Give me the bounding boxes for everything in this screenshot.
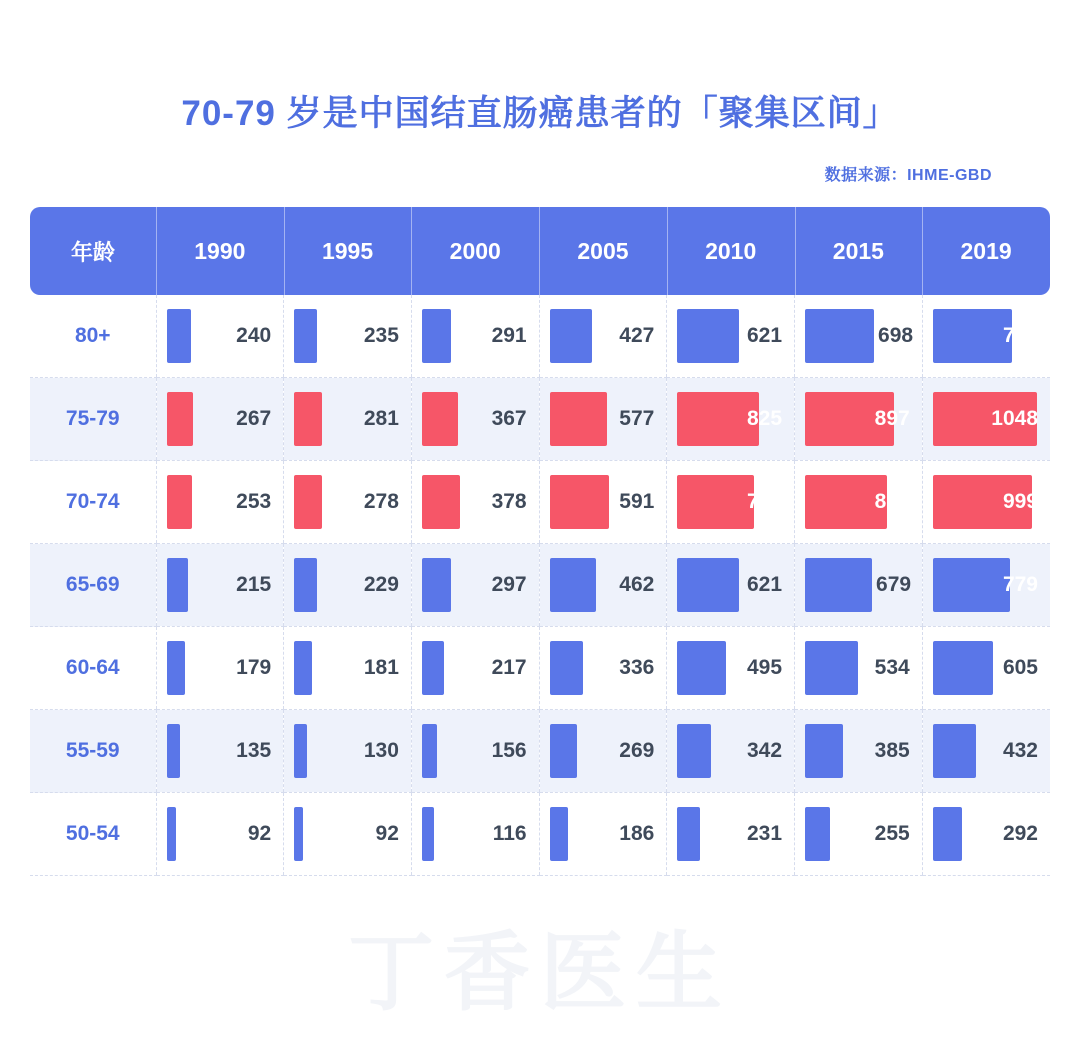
bar-value-label: 229	[363, 573, 399, 596]
bar	[805, 641, 858, 695]
bar-value-label: 92	[247, 822, 272, 845]
column-header-1995: 1995	[284, 207, 412, 295]
table-cell	[539, 544, 667, 627]
column-header-2015: 2015	[795, 207, 923, 295]
table-cell	[156, 793, 284, 876]
bar	[294, 392, 322, 446]
data-table	[30, 207, 1050, 876]
bar	[167, 724, 180, 778]
bar-value-label: 135	[236, 739, 272, 762]
bar-value-label: 92	[375, 822, 399, 845]
table-header-row	[30, 207, 1050, 295]
bar-value-label: 130	[363, 739, 399, 762]
page-root	[0, 86, 1080, 876]
column-header-2005: 2005	[539, 207, 667, 295]
column-header-2000: 2000	[411, 207, 539, 295]
row-header-age: 65-69	[30, 544, 156, 627]
bar-value-label: 255	[874, 822, 910, 845]
table-row	[30, 544, 1050, 627]
table-cell	[922, 627, 1050, 710]
bar-value-label: 779	[1002, 573, 1038, 596]
bar	[294, 309, 317, 363]
table-cell	[795, 544, 923, 627]
data-source-label: 数据来源：IHME-GBD	[824, 167, 992, 184]
table-cell	[667, 378, 795, 461]
table-cell	[539, 461, 667, 544]
bar-value-label: 278	[363, 490, 399, 513]
table-cell	[922, 378, 1050, 461]
table-cell	[539, 793, 667, 876]
bar-value-label: 495	[746, 656, 783, 679]
table-cell	[156, 461, 284, 544]
bar	[933, 641, 993, 695]
row-header-age: 75-79	[30, 378, 156, 461]
bar-value-label: 771	[746, 490, 783, 513]
table-cell	[539, 378, 667, 461]
table-cell	[795, 710, 923, 793]
table-cell	[284, 710, 412, 793]
table-cell	[284, 793, 412, 876]
bar-value-label: 297	[491, 573, 527, 596]
table-cell	[156, 627, 284, 710]
bar	[677, 309, 739, 363]
table-cell	[667, 710, 795, 793]
table-cell	[795, 378, 923, 461]
table-cell	[411, 378, 539, 461]
table-cell	[795, 461, 923, 544]
bar	[294, 558, 317, 612]
bar-value-label: 825	[746, 407, 783, 430]
column-header-2010: 2010	[667, 207, 795, 295]
bar-value-label: 1048	[991, 407, 1038, 430]
table-cell	[411, 710, 539, 793]
bar	[294, 641, 312, 695]
table-cell	[284, 627, 412, 710]
table-cell	[667, 295, 795, 378]
bar	[422, 392, 458, 446]
bar	[294, 475, 322, 529]
table-cell	[284, 378, 412, 461]
table-row	[30, 627, 1050, 710]
bar	[294, 724, 307, 778]
bar-value-label: 181	[363, 656, 399, 679]
table-cell	[284, 461, 412, 544]
table-header	[30, 207, 1050, 295]
bar-value-label: 591	[619, 490, 655, 513]
bar-value-label: 240	[236, 324, 272, 347]
bar-value-label: 217	[491, 656, 527, 679]
bar	[167, 475, 192, 529]
table-cell	[156, 295, 284, 378]
bar-value-label: 186	[619, 822, 655, 845]
table-cell	[411, 461, 539, 544]
table-cell	[795, 295, 923, 378]
bar	[933, 724, 976, 778]
bar	[422, 641, 444, 695]
bar	[677, 724, 711, 778]
bar	[805, 558, 872, 612]
table-cell	[156, 378, 284, 461]
bar-value-label: 621	[746, 324, 783, 347]
bar-value-label: 378	[491, 490, 527, 513]
table-row	[30, 710, 1050, 793]
bar	[550, 807, 568, 861]
bar	[167, 558, 188, 612]
table-row	[30, 295, 1050, 378]
bar-value-label: 292	[1002, 822, 1038, 845]
bar	[933, 807, 962, 861]
table-cell	[539, 295, 667, 378]
bar-value-label: 215	[236, 573, 272, 596]
bar	[422, 309, 451, 363]
table-cell	[922, 461, 1050, 544]
bar	[677, 807, 700, 861]
bar-value-label: 827	[874, 490, 910, 513]
bar-value-label: 156	[491, 739, 527, 762]
bar-value-label: 577	[619, 407, 655, 430]
bar-value-label: 534	[874, 656, 910, 679]
table-cell	[156, 544, 284, 627]
bar-value-label: 605	[1002, 656, 1038, 679]
bar-value-label: 367	[491, 407, 527, 430]
bar	[805, 309, 874, 363]
bar	[167, 641, 185, 695]
watermark: 丁香医生	[348, 925, 732, 1021]
row-header-age: 60-64	[30, 627, 156, 710]
table-row	[30, 461, 1050, 544]
table-cell	[667, 544, 795, 627]
bar	[550, 309, 592, 363]
bar-value-label: 235	[363, 324, 399, 347]
table-cell	[411, 793, 539, 876]
bar	[677, 641, 726, 695]
bar-value-label: 679	[876, 573, 912, 596]
bar-value-label: 427	[619, 324, 655, 347]
table-cell	[922, 295, 1050, 378]
bar	[550, 558, 596, 612]
table-cell	[539, 710, 667, 793]
bar-value-label: 179	[236, 656, 272, 679]
table-cell	[411, 295, 539, 378]
bar	[422, 475, 460, 529]
bar-value-label: 698	[878, 324, 914, 347]
table-cell	[922, 544, 1050, 627]
table-cell	[667, 627, 795, 710]
column-header-2019: 2019	[922, 207, 1050, 295]
bar-value-label: 621	[746, 573, 783, 596]
row-header-age: 55-59	[30, 710, 156, 793]
column-header-age: 年龄	[30, 207, 156, 295]
table-cell	[411, 544, 539, 627]
bar	[167, 807, 176, 861]
table-cell	[667, 793, 795, 876]
bar	[550, 392, 607, 446]
table-cell	[539, 627, 667, 710]
page-title: 70-79 岁是中国结直肠癌患者的「聚集区间」	[181, 94, 899, 133]
bar	[167, 309, 191, 363]
bar-value-label: 462	[619, 573, 655, 596]
bar-value-label: 999	[1002, 490, 1038, 513]
table-cell	[156, 710, 284, 793]
bar-value-label: 267	[236, 407, 272, 430]
row-header-age: 70-74	[30, 461, 156, 544]
bar-value-label: 897	[874, 407, 910, 430]
table-cell	[922, 710, 1050, 793]
bar-value-label: 269	[619, 739, 655, 762]
table-row	[30, 378, 1050, 461]
bar-value-label: 116	[492, 822, 527, 845]
table-cell	[922, 793, 1050, 876]
bar-value-label: 799	[1002, 324, 1038, 347]
table-cell	[411, 627, 539, 710]
table-cell	[284, 544, 412, 627]
table-body	[30, 295, 1050, 876]
table-cell	[795, 793, 923, 876]
row-header-age: 50-54	[30, 793, 156, 876]
bar-value-label: 342	[746, 739, 783, 762]
bar	[550, 475, 609, 529]
table-cell	[667, 461, 795, 544]
bar-value-label: 253	[236, 490, 272, 513]
bar-value-label: 281	[363, 407, 399, 430]
table-cell	[284, 295, 412, 378]
bar	[805, 724, 843, 778]
bar	[805, 807, 830, 861]
bar	[677, 558, 739, 612]
row-header-age: 80+	[30, 295, 156, 378]
bar	[422, 807, 434, 861]
bar	[550, 724, 577, 778]
bar-value-label: 231	[746, 822, 783, 845]
bar	[422, 724, 437, 778]
bar	[294, 807, 303, 861]
column-header-1990: 1990	[156, 207, 284, 295]
table-row	[30, 793, 1050, 876]
bar-value-label: 432	[1002, 739, 1038, 762]
bar	[422, 558, 451, 612]
bar-value-label: 336	[619, 656, 655, 679]
bar-value-label: 291	[491, 324, 527, 347]
bar-value-label: 385	[874, 739, 910, 762]
bar	[167, 392, 193, 446]
bar	[550, 641, 583, 695]
table-cell	[795, 627, 923, 710]
